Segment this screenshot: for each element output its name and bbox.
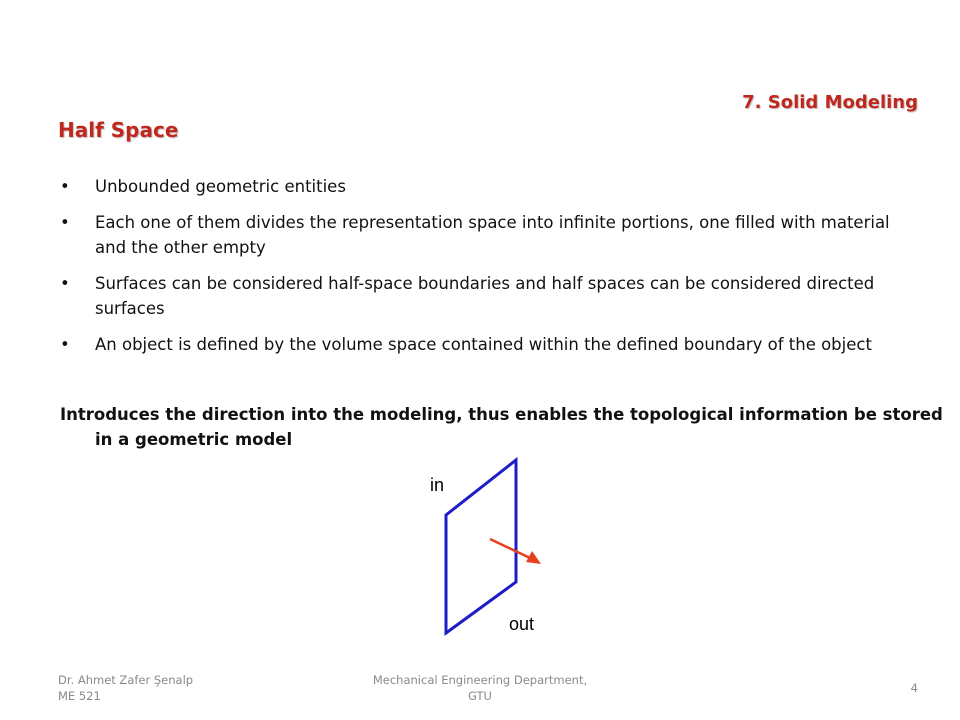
direction-arrow-shaft (490, 539, 530, 558)
bullet-icon: • (60, 213, 70, 232)
bullet-item: • Unbounded geometric entities (60, 174, 900, 199)
department-name: Mechanical Engineering Department, (372, 673, 588, 687)
university-name: GTU (468, 689, 492, 703)
footer-department (330, 672, 630, 704)
slide-title: Half Space (58, 118, 179, 142)
page-number: 4 (910, 681, 918, 695)
course-code: ME 521 (58, 689, 101, 703)
label-out: out (509, 614, 535, 634)
label-in: in (430, 475, 445, 495)
bullet-icon: • (60, 335, 70, 354)
footer-author (58, 672, 193, 704)
bullet-item: • Surfaces can be considered half-space boundaries and half spaces can be considered directed surfaces (60, 271, 900, 321)
bullet-icon: • (60, 274, 70, 293)
conclusion-text: Introduces the direction into the modeling, thus enables the topological information be stored in a geometric model (60, 405, 943, 449)
bullet-icon: • (60, 177, 70, 196)
section-title: 7. Solid Modeling (742, 92, 918, 113)
author-name: Dr. Ahmet Zafer Şenalp (58, 673, 194, 687)
bullet-item: • Each one of them divides the representation space into infinite portions, one filled with material and the other empty (60, 210, 900, 260)
bullet-item: • An object is defined by the volume space contained within the defined boundary of the object (60, 332, 900, 357)
